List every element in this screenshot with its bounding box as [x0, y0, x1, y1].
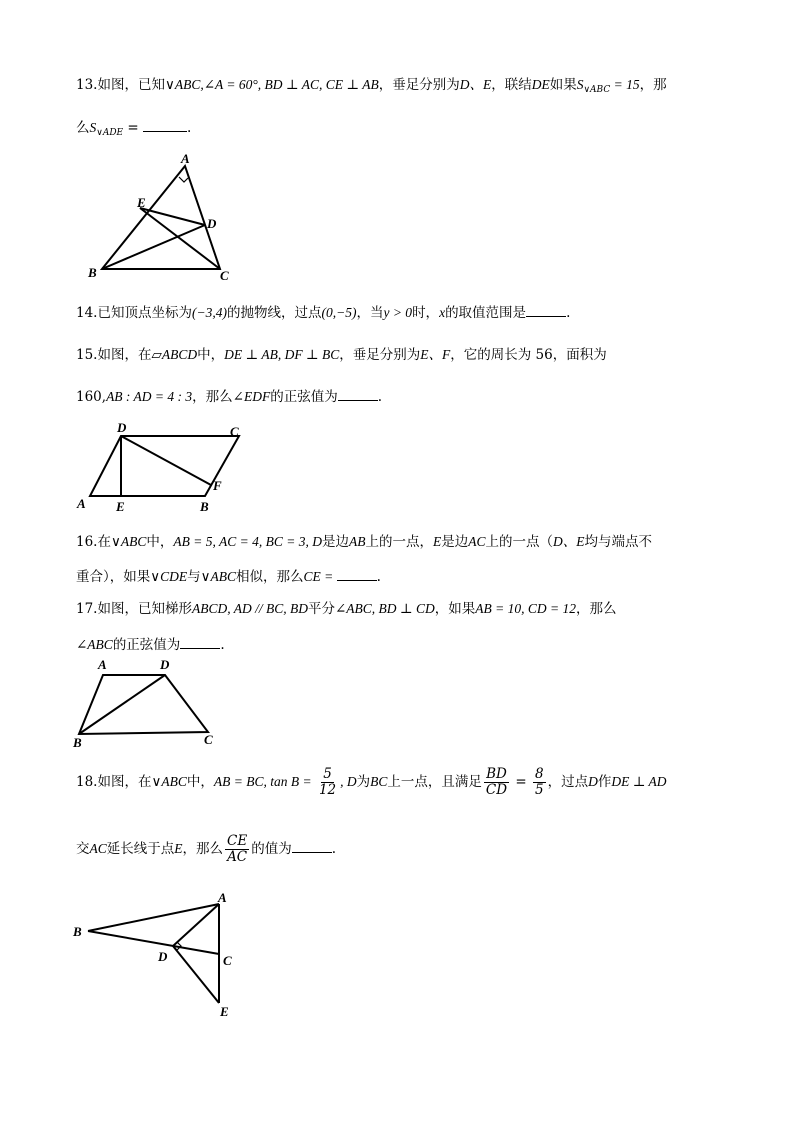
q18-math: DE ⊥ AD: [611, 774, 667, 789]
q13-math-given: ∨ABC,∠A = 60°, BD ⊥ AC, CE ⊥ AB: [164, 77, 379, 92]
q14-condition: y > 0: [383, 305, 413, 320]
q14-text: 时，: [412, 305, 440, 321]
q13-text: 如果: [549, 77, 577, 93]
q18-text: =: [511, 774, 531, 790]
q13-text: ，联结: [491, 77, 532, 93]
q15-ratio: AB : AD = 4 : 3: [106, 389, 193, 404]
q15-text: .: [377, 389, 383, 405]
q16-text: 中，: [146, 534, 174, 550]
q18-frac-num: 8: [534, 766, 544, 782]
q17-text: 17.如图，已知梯形: [76, 601, 192, 617]
q18-frac-den: CD: [485, 782, 508, 798]
q18-frac-num: CE: [227, 833, 248, 849]
q18-text: 延长线于点: [106, 841, 175, 857]
q14-var: x: [439, 305, 446, 320]
q16-text: 上的一点（: [485, 534, 553, 550]
q18-segment-ad: [173, 904, 219, 946]
q14-text: 的取值范围是: [445, 305, 527, 321]
q13-label-e: E: [137, 195, 146, 210]
q15-label-a: A: [77, 496, 86, 511]
q15-label-b: B: [200, 499, 209, 514]
q16-text: 均与端点不: [584, 534, 652, 550]
q16-line1: [76, 530, 652, 550]
q17-math: ABCD, AD // BC, BD: [191, 601, 308, 616]
q17-figure: [70, 655, 230, 750]
q18-segment-de: [173, 946, 219, 1003]
q18-text: 中，: [186, 774, 214, 790]
q18-text: 交: [76, 841, 90, 857]
q15-label-f: F: [213, 478, 222, 493]
q13-area-value: = 15: [610, 77, 640, 92]
q16-line2: [76, 565, 381, 585]
q17-line1: [76, 597, 616, 617]
q14-text: .: [566, 305, 571, 321]
q18-label-d: D: [158, 949, 168, 964]
q18-math: AB = BC, tan B =: [213, 774, 315, 789]
q18-text: ，过点: [547, 774, 589, 790]
q16-text: 与: [187, 569, 201, 585]
q16-math: AC: [468, 534, 486, 549]
q15-text: 160,: [76, 389, 107, 405]
q15-line1: [76, 343, 607, 363]
q17-text: ，那么: [575, 601, 617, 617]
q13-angle-mark: [179, 177, 188, 182]
q16-math: E: [432, 534, 442, 549]
q15-text: 的正弦值为: [270, 389, 338, 405]
q13-text: 么: [76, 120, 90, 136]
q15-line2: [76, 385, 382, 405]
q16-text: 上的一点，: [365, 534, 433, 550]
q18-math: D: [588, 774, 598, 789]
q16-sides: AB = 5, AC = 4, BC = 3, D: [173, 534, 322, 549]
q18-frac-den: 5: [534, 782, 544, 798]
q13-line1: [76, 73, 667, 95]
q18-value-fraction: [533, 767, 546, 798]
q14-text: 的抛物线，过点: [226, 305, 322, 321]
q15-label-e: E: [116, 499, 125, 514]
q16-triangle: ∨ABC: [110, 534, 147, 549]
q15-segment-df: [121, 436, 211, 485]
q16-text: 相似，那么: [236, 569, 304, 585]
answer-blank[interactable]: [180, 636, 220, 649]
q15-label-c: C: [230, 424, 239, 439]
q15-label-d: D: [117, 420, 127, 435]
answer-blank[interactable]: [337, 568, 377, 581]
q18-text: 作: [597, 774, 612, 790]
q17-label-a: A: [98, 657, 107, 672]
q17-text: .: [220, 637, 225, 653]
q13-area-symbol: S: [576, 77, 584, 92]
q17-label-d: D: [160, 657, 170, 672]
q13-text: .: [187, 120, 192, 136]
q15-text: ，它的周长为 56，面积为: [450, 347, 607, 363]
q18-text: 18.如图，在: [76, 774, 152, 790]
q13-label-c: C: [220, 268, 229, 283]
q18-segment-bc: [88, 931, 219, 954]
q17-text: ，如果: [434, 601, 476, 617]
q18-text: 的值为: [251, 841, 292, 857]
answer-blank[interactable]: [526, 304, 566, 317]
q17-text: 平分: [307, 601, 335, 617]
q13-text: ，垂足分别为: [378, 77, 460, 93]
q13-math: D、E: [459, 77, 492, 92]
q14-point: (0,−5): [321, 305, 357, 320]
q18-label-a: A: [218, 890, 227, 905]
q18-text: 为: [356, 774, 371, 790]
answer-blank[interactable]: [338, 388, 378, 401]
q13-triangle: [102, 166, 220, 269]
q17-angle: ∠ABC: [76, 637, 113, 652]
q15-parallelogram: ▱ABCD: [151, 347, 198, 362]
q18-label-c: C: [223, 953, 232, 968]
q13-figure: [80, 148, 260, 288]
q17-text: 的正弦值为: [112, 637, 181, 653]
q18-text: .: [331, 841, 336, 857]
q18-line1: [76, 767, 667, 798]
q13-math: DE: [531, 77, 550, 92]
q13-label-a: A: [181, 151, 190, 166]
q18-frac-den: AC: [227, 849, 248, 865]
q16-math: AB: [348, 534, 366, 549]
q16-text: 是边: [321, 534, 349, 550]
q15-math: DE ⊥ AB, DF ⊥ BC: [224, 347, 340, 362]
q16-math: ∨ABC: [200, 569, 237, 584]
q18-text: ，那么: [182, 841, 224, 857]
q13-area-symbol: S: [89, 120, 97, 135]
q15-math: E、F: [420, 347, 451, 362]
q17-trapezoid: [79, 675, 208, 734]
q18-ratio-fraction: [484, 767, 509, 798]
q17-label-c: C: [204, 732, 213, 747]
q17-label-b: B: [73, 735, 82, 750]
q18-math: BC: [370, 774, 388, 789]
answer-blank[interactable]: [143, 119, 187, 132]
q13-line2: [76, 116, 191, 138]
q14-line: [76, 301, 570, 321]
q18-triangle: ∨ABC: [151, 774, 187, 789]
q14-vertex: (−3,4): [191, 305, 227, 320]
q16-text: 16.在: [76, 534, 111, 550]
q18-math: , D: [340, 774, 357, 789]
q18-math: E: [174, 841, 183, 856]
q15-text: 15.如图，在: [76, 347, 152, 363]
q18-question-fraction: [225, 834, 249, 865]
q14-text: ，当: [356, 305, 384, 321]
q15-text: ，垂足分别为: [339, 347, 421, 363]
q17-math: ∠ABC, BD ⊥ CD: [334, 601, 435, 616]
q15-text: 中，: [197, 347, 225, 363]
q13-label-d: D: [207, 216, 217, 231]
q16-text: .: [376, 569, 381, 585]
q17-math: AB = 10, CD = 12: [475, 601, 576, 616]
q16-text: 是边: [441, 534, 469, 550]
q18-frac-num: 5: [323, 766, 332, 782]
q18-label-b: B: [73, 924, 82, 939]
q13-text: ，那: [639, 77, 667, 93]
q18-math: AC: [89, 841, 107, 856]
answer-blank[interactable]: [292, 840, 332, 853]
q13-label-b: B: [88, 265, 97, 280]
q13-area-sub: ∨ADE: [96, 128, 124, 138]
q15-figure: [74, 420, 264, 515]
q18-tan-fraction: [317, 767, 338, 798]
q18-text: 上一点，且满足: [387, 774, 482, 790]
q18-label-e: E: [220, 1004, 229, 1019]
q15-angle: ∠EDF: [232, 389, 271, 404]
q13-text: 13.如图，已知: [76, 77, 165, 93]
q17-line2: [76, 633, 225, 653]
q18-frac-den: 12: [318, 782, 337, 798]
q15-text: ，那么: [192, 389, 233, 405]
q14-text: 14.已知顶点坐标为: [76, 305, 192, 321]
q18-segment-ba: [88, 904, 219, 931]
q13-text: =: [123, 120, 144, 136]
q16-math: CE =: [303, 569, 337, 584]
q16-text: 重合），如果: [76, 569, 151, 585]
q16-math: ∨CDE: [150, 569, 188, 584]
q13-area-sub: ∨ABC: [583, 85, 611, 95]
q18-line2: [76, 834, 336, 865]
q18-figure: [70, 890, 250, 1025]
q16-math: D、E: [552, 534, 585, 549]
q18-frac-num: BD: [486, 766, 507, 782]
